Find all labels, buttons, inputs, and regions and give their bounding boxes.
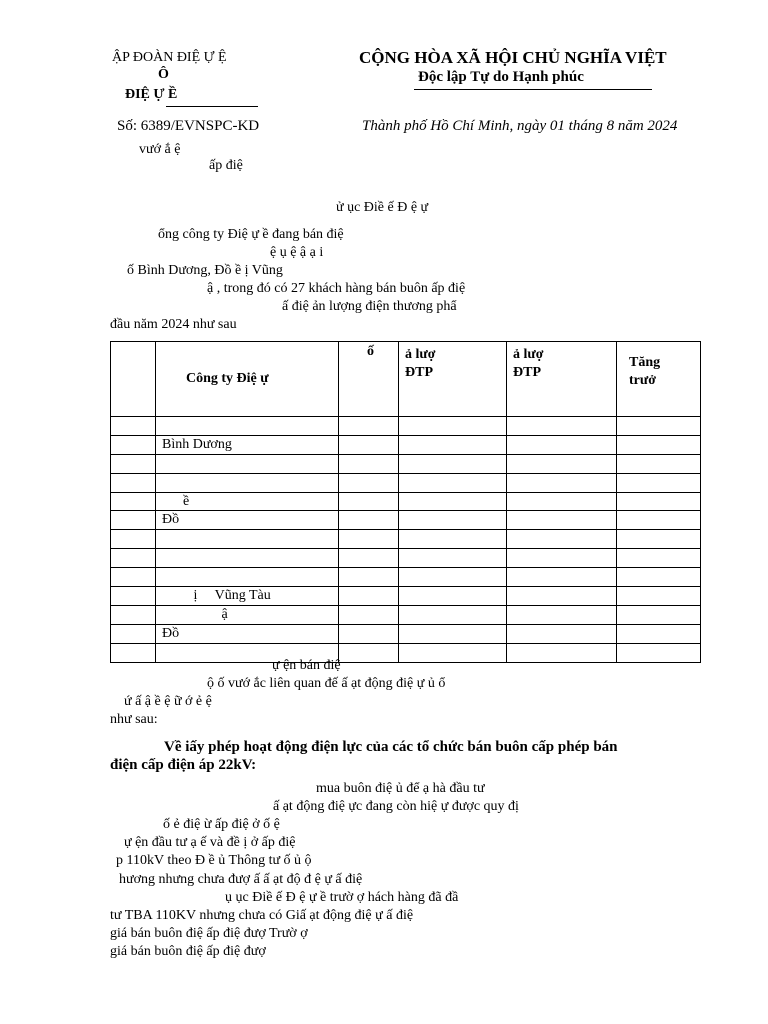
table-cell — [156, 473, 339, 492]
table-cell — [507, 417, 617, 436]
recipient: ử ục Điề ế Đ ệ ự — [336, 200, 429, 215]
org-name-line3: ĐIỆ Ự Ề — [125, 87, 178, 102]
table-cell — [507, 605, 617, 624]
table-cell — [617, 454, 701, 473]
para-line: ứ ấ ậ ề ệ ữ ớ ẻ ệ — [124, 694, 212, 709]
table-cell — [617, 624, 701, 643]
table-cell — [339, 417, 399, 436]
org-underline — [166, 106, 258, 107]
body-line: ố ẻ điệ ừ ấp điệ ở ố ệ — [163, 817, 280, 832]
table-cell — [111, 435, 156, 454]
body-line: p 110kV theo Đ ề ủ Thông tư ố ủ ộ — [116, 853, 312, 868]
table-cell — [111, 492, 156, 511]
table-row — [111, 454, 701, 473]
intro-line: đầu năm 2024 như sau — [110, 317, 237, 332]
table-cell — [339, 473, 399, 492]
table-cell — [617, 530, 701, 549]
body-line: hương nhưng chưa đượ ấ ấ ạt độ đ ệ ự ấ điệ — [119, 872, 363, 887]
table-cell — [507, 473, 617, 492]
table-cell — [339, 605, 399, 624]
table-cell — [339, 511, 399, 530]
table-cell — [507, 435, 617, 454]
col-header-company: Công ty Điệ ự — [156, 342, 339, 417]
table-cell — [617, 568, 701, 587]
table-cell — [156, 568, 339, 587]
table-cell — [617, 643, 701, 662]
table-cell — [339, 568, 399, 587]
table-cell — [399, 511, 507, 530]
table-row — [111, 587, 701, 606]
table-cell — [339, 454, 399, 473]
table-row — [111, 624, 701, 643]
table-cell — [399, 568, 507, 587]
table-cell — [111, 549, 156, 568]
body-line: ụ ục Điề ế Đ ệ ự ề trườ ợ hách hàng đã đầ — [225, 890, 459, 905]
table-row — [111, 568, 701, 587]
table-cell — [111, 624, 156, 643]
table-cell — [111, 511, 156, 530]
motto-underline — [414, 89, 652, 90]
org-name-line1: ẬP ĐOÀN ĐIỆ Ự Ệ — [112, 50, 227, 65]
table-cell — [617, 492, 701, 511]
table-cell — [111, 643, 156, 662]
table-cell — [111, 530, 156, 549]
table-row — [111, 492, 701, 511]
table-cell — [399, 492, 507, 511]
table-row — [111, 417, 701, 436]
table-cell — [507, 511, 617, 530]
table-cell — [507, 568, 617, 587]
table-row — [111, 643, 701, 662]
table-cell — [399, 473, 507, 492]
table-cell — [617, 605, 701, 624]
table-cell — [339, 624, 399, 643]
col-header-output-1: ả lượ ĐTP — [399, 342, 507, 417]
table-cell — [339, 435, 399, 454]
intro-line: ố Bình Dương, Đồ ề ị Vũng — [127, 263, 283, 278]
table-cell — [617, 511, 701, 530]
col-header-no — [111, 342, 156, 417]
col-header-count: ố — [339, 342, 399, 417]
table-cell — [339, 530, 399, 549]
table-cell — [507, 624, 617, 643]
table-cell — [339, 549, 399, 568]
table-cell — [111, 473, 156, 492]
table-cell — [399, 624, 507, 643]
place-date: Thành phố Hồ Chí Minh, ngày 01 tháng 8 năm 2024 — [362, 118, 678, 134]
table-cell — [399, 549, 507, 568]
table-cell — [399, 605, 507, 624]
body-line: giá bán buôn điệ ấp điệ đượ Trườ ợ — [110, 926, 308, 941]
table-cell — [156, 417, 339, 436]
body-line: ấ ạt động điệ ực đang còn hiệ ự được quy đị — [273, 799, 519, 814]
body-line: ự ện đầu tư ạ ế và đề ị ở ấp điệ — [124, 835, 296, 850]
table-cell — [507, 643, 617, 662]
section-title-line1: Về iấy phép hoạt động điện lực của các tổ chức bán buôn cấp phép bán — [164, 739, 618, 755]
table-cell — [339, 587, 399, 606]
table-cell — [399, 643, 507, 662]
table-cell — [617, 435, 701, 454]
table-cell — [399, 435, 507, 454]
table-cell — [617, 587, 701, 606]
table-cell: ề — [156, 492, 339, 511]
table-row — [111, 549, 701, 568]
subject-line-1: vướ ắ ệ — [139, 142, 181, 157]
table-cell — [507, 587, 617, 606]
table-cell — [111, 587, 156, 606]
table-cell — [111, 605, 156, 624]
table-cell: Đồ — [156, 624, 339, 643]
table-cell — [507, 530, 617, 549]
table-cell — [507, 454, 617, 473]
body-line: giá bán buôn điệ ấp điệ đượ — [110, 944, 266, 959]
table-cell — [399, 454, 507, 473]
table-cell — [507, 492, 617, 511]
document-number: Số: 6389/EVNSPC-KD — [117, 118, 260, 134]
intro-line: ệ ụ ệ ậ ạ i — [270, 245, 324, 260]
table-cell: Đồ — [156, 511, 339, 530]
table-cell — [507, 549, 617, 568]
table-cell — [111, 454, 156, 473]
table-cell — [617, 549, 701, 568]
table-cell — [156, 530, 339, 549]
section-title — [110, 738, 618, 774]
section-title-line2: điện cấp điện áp 22kV: — [110, 757, 257, 773]
table-row — [111, 605, 701, 624]
col-header-growth: Tăng trưở — [617, 342, 701, 417]
org-name-line2: Ô — [158, 67, 169, 82]
table-cell: ậ — [156, 605, 339, 624]
table-row — [111, 435, 701, 454]
para-line: ộ ố vướ ắc liên quan đế ấ ạt động điệ ự ủ ổ — [207, 676, 446, 691]
intro-line: ấ điệ ản lượng điện thương phẩ — [282, 299, 457, 314]
table-row — [111, 530, 701, 549]
table-cell — [111, 417, 156, 436]
republic-title: CỘNG HÒA XÃ HỘI CHỦ NGHĨA VIỆT — [359, 48, 667, 67]
table-cell — [617, 417, 701, 436]
table-row — [111, 511, 701, 530]
para-line: như sau: — [110, 712, 158, 727]
table-cell — [399, 530, 507, 549]
intro-line: ậ , trong đó có 27 khách hàng bán buôn ấp điệ — [207, 281, 466, 296]
table-cell — [111, 568, 156, 587]
table-cell — [399, 587, 507, 606]
table-cell — [617, 473, 701, 492]
table-cell — [339, 492, 399, 511]
intro-line: ổng công ty Điệ ự ề đang bán điệ — [158, 227, 344, 242]
table-cell — [156, 454, 339, 473]
col-header-output-2: ả lượ ĐTP — [507, 342, 617, 417]
subject-line-2: ấp điệ — [209, 158, 243, 173]
table-cell: ị Vũng Tàu — [156, 587, 339, 606]
body-line: tư TBA 110KV nhưng chưa có Giấ ạt động điệ ự ấ điệ — [110, 908, 414, 923]
table-cell — [156, 549, 339, 568]
para-line: ự ện bán điệ — [272, 658, 341, 673]
body-line: mua buôn điệ ủ để ạ hà đầu tư — [316, 781, 485, 796]
table-cell — [339, 643, 399, 662]
table-row — [111, 473, 701, 492]
motto: Độc lập Tự do Hạnh phúc — [418, 69, 584, 85]
table-cell: Bình Dương — [156, 435, 339, 454]
sales-table — [110, 341, 701, 663]
table-header-row — [111, 342, 701, 417]
table-cell — [399, 417, 507, 436]
